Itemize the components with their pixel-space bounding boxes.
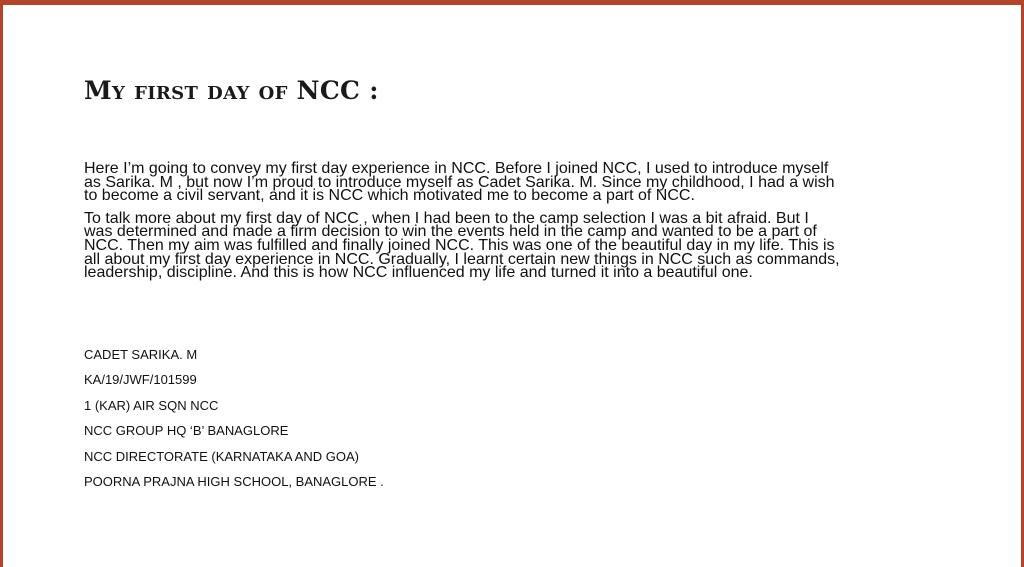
signature-name: CADET SARIKA. M	[84, 347, 198, 362]
paragraph-line: was determined and made a firm decision to win the events held in the camp and wanted to be a part of	[84, 223, 817, 241]
paragraph-line: to become a civil servant, and it is NCC which motivated me to become a part of NCC.	[84, 187, 695, 205]
paragraph-first-day	[84, 209, 954, 282]
signature-directorate: NCC DIRECTORATE (KARNATAKA AND GOA)	[84, 448, 359, 464]
signature-school: POORNA PRAJNA HIGH SCHOOL, BANAGLORE .	[84, 473, 384, 489]
signature-unit: 1 (KAR) AIR SQN NCC	[84, 397, 219, 413]
document-title: My first day of NCC :	[84, 76, 379, 105]
signature-group-hq: NCC GROUP HQ ‘B’ BANAGLORE	[84, 423, 289, 439]
signature-block	[84, 345, 384, 497]
document-body	[84, 162, 954, 280]
paragraph-intro	[84, 162, 954, 203]
paragraph-line: NCC. Then my aim was fulfilled and finally joined NCC. This was one of the beautiful day in my life. This is	[84, 236, 835, 254]
paragraph-line: To talk more about my first day of NCC , when I had been to the camp selection I was a bit afraid. But I	[84, 209, 809, 227]
paragraph-line: as Sarika. M , but now I’m proud to introduce myself as Cadet Sarika. M. Since my childhood, I had a wish	[84, 173, 835, 191]
paragraph-line: all about my first day experience in NCC. Gradually, I learnt certain new things in NCC such as commands,	[84, 250, 840, 268]
paragraph-line: leadership, discipline. And this is how NCC influenced my life and turned it into a beautiful one.	[84, 264, 753, 282]
signature-cadet-number: KA/19/JWF/101599	[84, 372, 197, 388]
paragraph-line: Here I’m going to convey my first day experience in NCC. Before I joined NCC, I used to introduce myself	[84, 160, 829, 177]
